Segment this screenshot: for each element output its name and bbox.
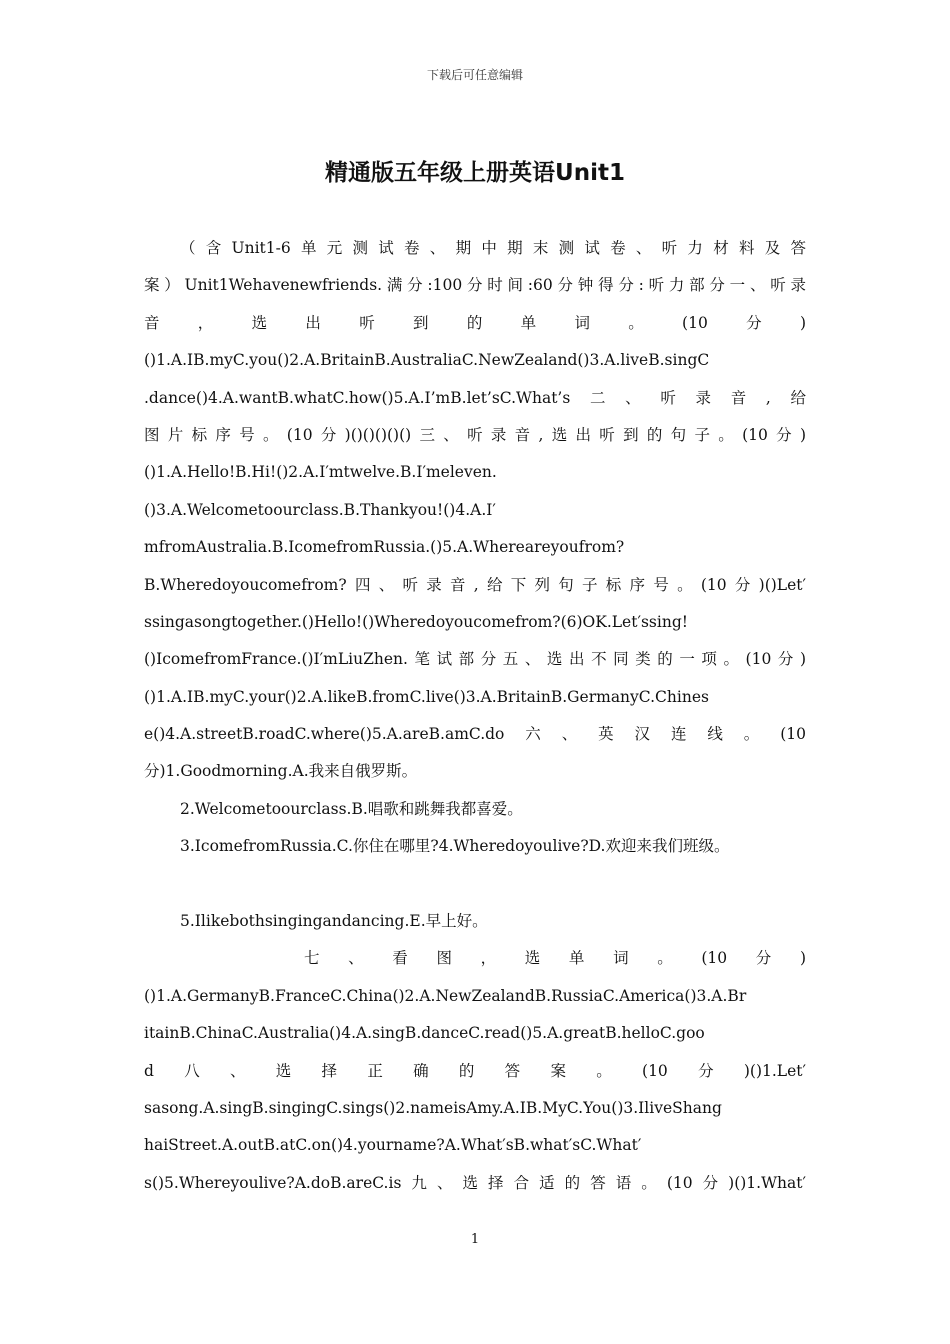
body-line: ()1.A.IB.myC.your()2.A.likeB.fromC.live()3.A.BritainB.GermanyC.Chines [144,687,709,706]
body-line: 案）Unit1Wehavenewfriends.满分:100分时间:60分钟得分:听力部分一、听录 [144,276,806,295]
body-line: d八、选择正确的答案。(10分)()1.Let′ [144,1061,806,1080]
body-line: mfromAustralia.B.IcomefromRussia.()5.A.Whereareyoufrom? [144,538,625,557]
body-line: ()1.A.GermanyB.FranceC.China()2.A.NewZealandB.RussiaC.America()3.A.Br [144,986,747,1005]
body-line: ()1.A.Hello!B.Hi!()2.A.I′mtwelve.B.I′meleven. [144,463,497,482]
blank-line [144,866,806,903]
body-line: 图片标序号。(10分)()()()()()三、听录音,选出听到的句子。(10分) [144,425,806,444]
body-line: .dance()4.A.wantB.whatC.how()5.A.I’mB.let’sC.What’s二、听录音,给 [144,388,806,407]
body-line: 音，选出听到的单词。(10分) [144,313,806,332]
document-title: 精通版五年级上册英语Unit1 [325,160,625,186]
body-line: ssingasongtogether.()Hello!()Wheredoyoucomefrom?(6)OK.Let′ssing! [144,612,688,631]
body-line: ()3.A.Welcometoourclass.B.Thankyou!()4.A.I′ [144,500,496,519]
header-note: 下载后可任意编辑 [426,68,523,82]
body-line: e()4.A.streetB.roadC.where()5.A.areB.amC.do六、英汉连线。(10 [144,725,806,744]
body-line: （含Unit1-6单元测试卷、期中期末测试卷、听力材料及答 [180,239,806,257]
body-line: B.Wheredoyoucomefrom?四、听录音,给下列句子标序号。(10分)()Let′ [144,575,806,594]
body-line: 3.IcomefromRussia.C.你住在哪里?4.Wheredoyoulive?D.欢迎来我们班级。 [180,837,730,856]
body-line: 分)1.Goodmorning.A.我来自俄罗斯。 [144,762,418,781]
body-line: itainB.ChinaC.Australia()4.A.singB.danceC.read()5.A.greatB.helloC.goo [144,1024,705,1043]
body-line: ()1.A.IB.myC.you()2.A.BritainB.AustraliaC.NewZealand()3.A.liveB.singC [144,351,710,370]
body-line: 5.Ilikebothsingingandancing.E.早上好。 [180,912,488,931]
body-line: 七、看图，选单词。(10分) [304,949,806,968]
body-line: sasong.A.singB.singingC.sings()2.nameisAmy.A.IB.MyC.You()3.IliveShang [144,1098,722,1117]
body-line: haiStreet.A.outB.atC.on()4.yourname?A.What′sB.what′sC.What′ [144,1136,642,1155]
body-line: 2.Welcometoourclass.B.唱歌和跳舞我都喜爱。 [180,799,523,818]
page-number: 1 [470,1232,480,1247]
body-line: ()IcomefromFrance.()I′mLiuZhen.笔试部分五、选出不同类的一项。(10分) [144,650,806,669]
document-body [144,230,806,1202]
body-line: s()5.Whereyoulive?A.doB.areC.is九、选择合适的答语。(10分)()1.What′ [144,1173,806,1192]
